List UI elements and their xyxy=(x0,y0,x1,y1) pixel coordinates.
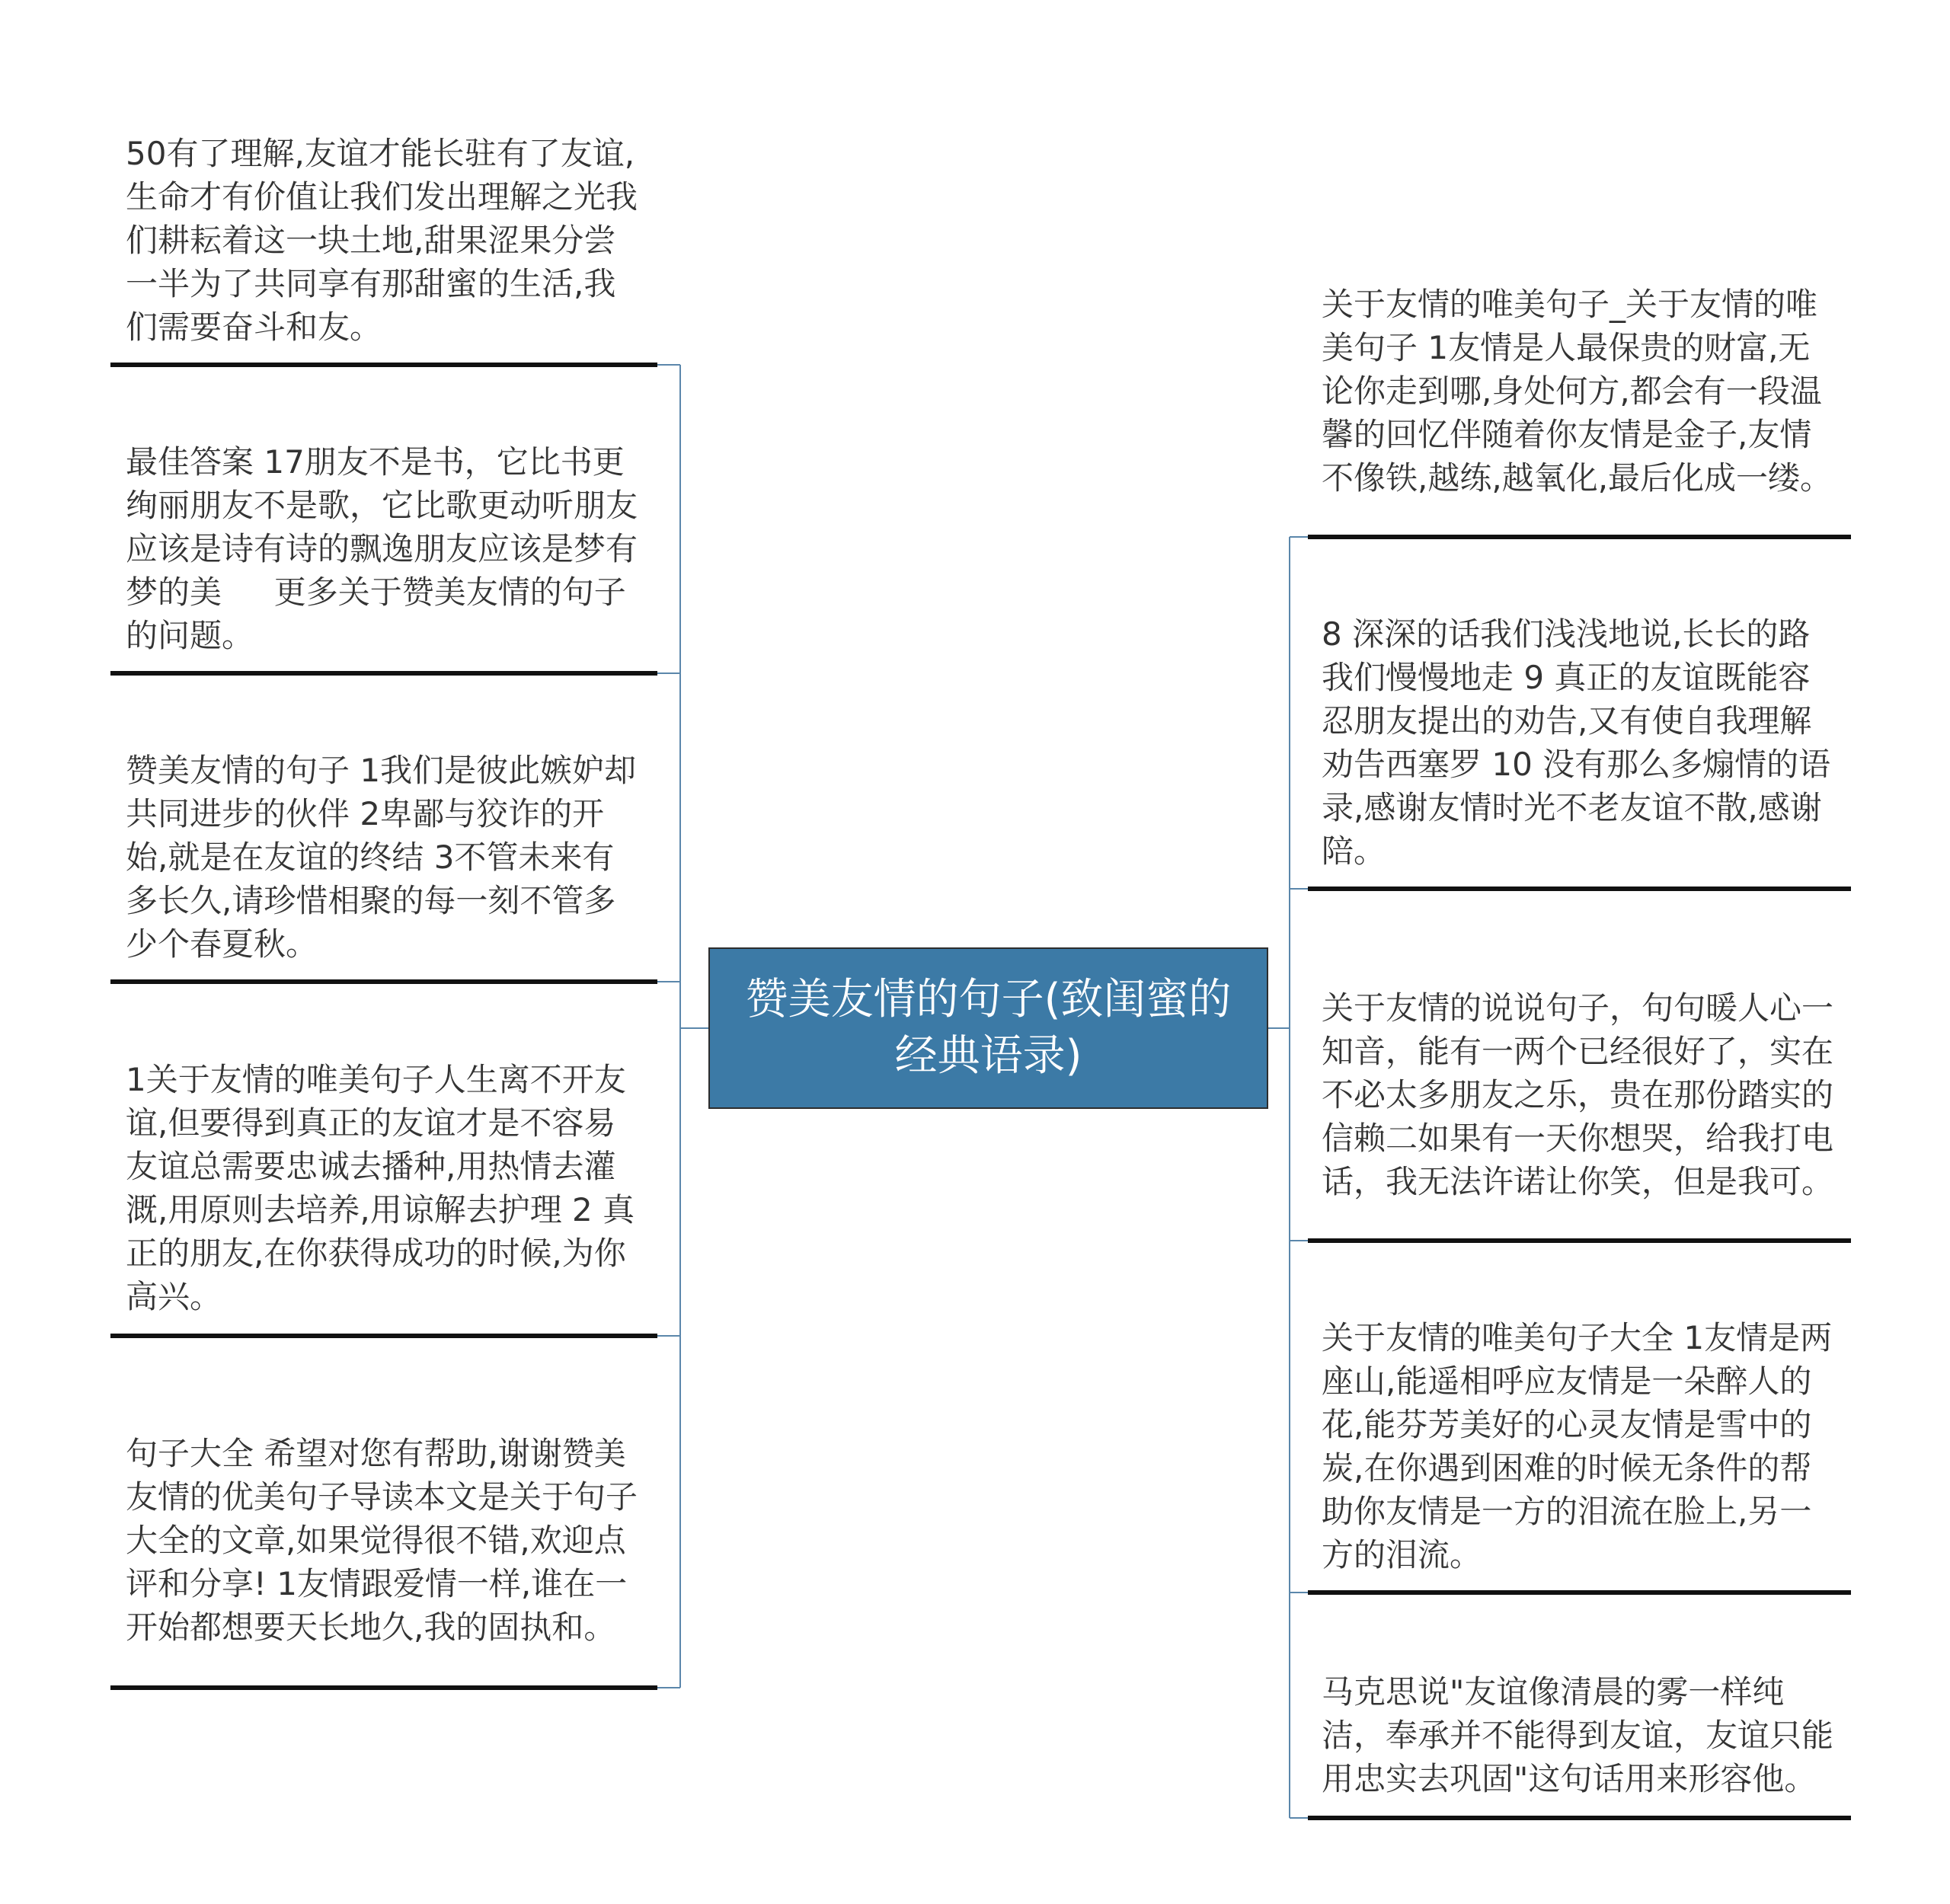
root-node[interactable] xyxy=(708,947,1268,1109)
node-text: 关于友情的唯美句子_关于友情的唯美句子 1友情是人最保贵的财富,无论你走到哪,身处何方,都会有一段温馨的回忆伴随着你友情是金子,友情不像铁,越练,越氧化,最后化成一缕。 xyxy=(1322,286,1833,497)
right-node-4[interactable] xyxy=(1308,1307,1851,1595)
right-node-3[interactable] xyxy=(1308,955,1851,1243)
node-text: 最佳答案 17朋友不是书，它比书更绚丽朋友不是歌，它比歌更动听朋友应该是诗有诗的飘逸朋友应该是梦有梦的美 更多关于赞美友情的句子的问题。 xyxy=(126,443,638,654)
right-node-2[interactable] xyxy=(1308,603,1851,891)
node-text: 关于友情的说说句子，句句暖人心一知音，能有一两个已经很好了，实在不必太多朋友之乐，贵在那份踏实的信赖二如果有一天你想哭，给我打电话，我无法许诺让你笑，但是我可。 xyxy=(1322,989,1834,1200)
node-text: 赞美友情的句子 1我们是彼此嫉妒却共同进步的伙伴 2卑鄙与狡诈的开始,就是在友谊的终结 3不管未来有多长久,请珍惜相聚的每一刻不管多少个春夏秋。 xyxy=(126,752,637,963)
node-text: 1关于友情的唯美句子人生离不开友谊,但要得到真正的友谊才是不容易友谊总需要忠诚去播种,用热情去灌溉,用原则去培养,用谅解去护理 2 真正的朋友,在你获得成功的时候,为你高兴。 xyxy=(126,1061,635,1315)
node-text: 句子大全 希望对您有帮助,谢谢赞美友情的优美句子导读本文是关于句子大全的文章,如果觉得很不错,欢迎点 评和分享! 1友情跟爱情一样,谁在一开始都想要天长地久,我的固执和。 xyxy=(126,1435,638,1646)
right-node-1[interactable] xyxy=(1308,251,1851,539)
node-text: 50有了理解,友谊才能长驻有了友谊,生命才有价值让我们发出理解之光我们耕耘着这一块土地,甜果涩果分尝一半为了共同享有那甜蜜的生活,我们需要奋斗和友。 xyxy=(126,135,638,346)
node-text: 关于友情的唯美句子大全 1友情是两座山,能遥相呼应友情是一朵醉人的花,能芬芳美好的心灵友情是雪中的炭,在你遇到困难的时候无条件的帮助你友情是一方的泪流在脸上,另一方的泪流。 xyxy=(1322,1319,1833,1573)
node-text: 8 深深的话我们浅浅地说,长长的路我们慢慢地走 9 真正的友谊既能容忍朋友提出的劝告,又有使自我理解劝告西塞罗 10 没有那么多煽情的语录,感谢友情时光不老友谊不散,感谢陪。 xyxy=(1322,615,1831,870)
node-text: 马克思说"友谊像清晨的雾一样纯洁，奉承并不能得到友谊，友谊只能用忠实去巩固"这句话用来形容他。 xyxy=(1322,1673,1834,1797)
left-node-4[interactable] xyxy=(110,1047,657,1338)
left-node-2[interactable] xyxy=(110,430,657,676)
left-node-5[interactable] xyxy=(110,1399,657,1690)
left-node-1[interactable] xyxy=(110,122,657,367)
right-node-5[interactable] xyxy=(1308,1659,1851,1820)
left-node-3[interactable] xyxy=(110,739,657,984)
root-node-label: 赞美友情的句子(致闺蜜的经典语录) xyxy=(745,975,1232,1081)
